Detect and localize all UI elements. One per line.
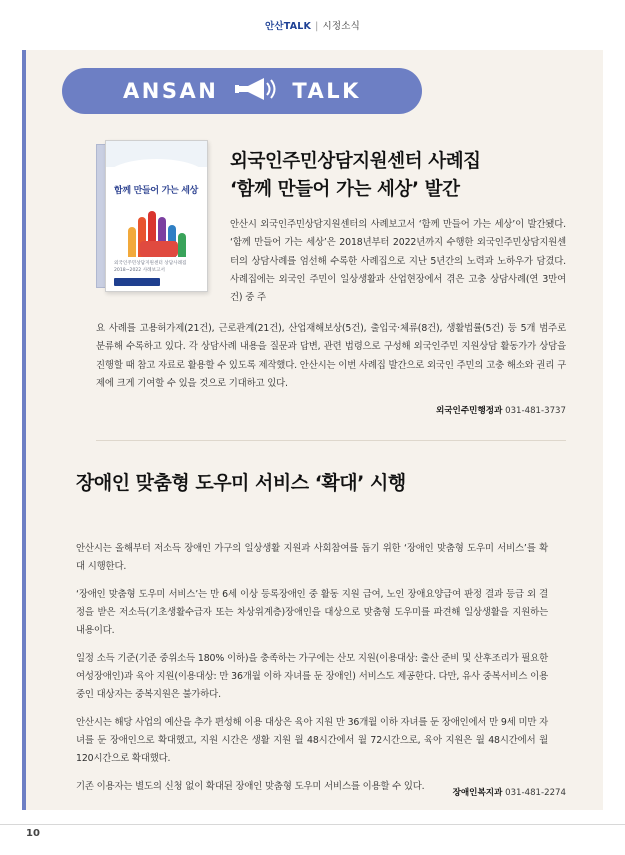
article2-title: 장애인 맞춤형 도우미 서비스 ‘확대’ 시행 [76, 472, 406, 494]
hand-palm [140, 241, 178, 257]
masthead-separator: | [315, 21, 319, 32]
footer-divider [0, 824, 625, 825]
ansan-talk-banner [62, 68, 422, 114]
city-logo-icon [114, 278, 160, 286]
article2-paragraph: 일정 소득 기준(기준 중위소득 180% 이하)을 충족하는 가구에는 산모 지원(이용대상: 출산 준비 및 산후조리가 필요한 여성장애인)과 육아 지원(이용대상: 만 36개월 이하 자녀를 둔 장애인) 서비스도 제공한다. 다만, 유사 중복서비스 이용 중인 대상자는 중복지원은 불가하다. [76, 652, 548, 701]
article2-paragraph: 기존 이용자는 별도의 신청 없이 확대된 장애인 맞춤형 도우미 서비스를 이용할 수 있다. [76, 780, 425, 792]
page-number: 10 [26, 828, 40, 839]
article2-contact-dept: 장애인복지과 [452, 788, 503, 798]
banner-left-word: ANSAN [123, 79, 219, 103]
article2-contact [453, 786, 566, 798]
article1-body-top: 안산시 외국인주민상담지원센터의 사례보고서 ‘함께 만들어 가는 세상’이 발간됐다. ‘함께 만들어 가는 세상’은 2018년부터 2022년까지 수행한 외국인주민상담지원센터의 상담사례를 엄선해 수록한 사례집으로 지난 5년간의 노력과 노하우가 담겼다. 사례집에는 외국인 주민이 일상생활과 산업현장에서 겪은 고충 상담사례(연 3만여 건) 중 주 [230, 219, 566, 304]
article2-paragraph: 안산시는 해당 사업의 예산을 추가 편성해 이용 대상은 육아 지원 만 36개월 이하 자녀를 둔 장애인에서 만 9세 미만 자녀를 둔 장애인으로 확대했고, 지원 시간은 생활 지원 월 48시간에서 월 72시간으로, 육아 지원은 월 48시간에서 월 120시간으로 확대했다. [76, 716, 549, 765]
article1-contact-phone: 031-481-3737 [505, 406, 566, 416]
article1-contact-dept: 외국인주민행정과 [435, 406, 503, 416]
book-cover-image [96, 140, 208, 292]
masthead-brand: 안산TALK [265, 21, 312, 32]
hands-illustration [126, 207, 190, 257]
article2-body [76, 540, 548, 805]
masthead-section: 시정소식 [322, 21, 360, 32]
article1-contact [436, 404, 566, 416]
article2-paragraph: ‘장애인 맞춤형 도우미 서비스’는 만 6세 이상 등록장애인 중 활동 지원 급여, 노인 장애요양급여 판정 결과 등급 외 결정을 받은 저소득(기초생활수급자 또는 차상위계층)장애인을 대상으로 맞춤형 도우미를 파견해 일상생활을 지원하는 내용이다. [76, 588, 548, 637]
megaphone-icon [234, 76, 276, 106]
section-divider [96, 440, 566, 441]
cover-caption: 외국인주민상담지원센터 상담사례집 2018~2022 사례보고서 [114, 261, 187, 274]
banner-right-word: TALK [292, 79, 361, 103]
article1-body-wide: 요 사례를 고용허가제(21건), 근로관계(21건), 산업재해보상(5건), 출입국·체류(8건), 생활법률(5건) 등 5개 범주로 분류해 수록하고 있다. 각 상담사례 내용을 질문과 답변, 관련 법령으로 구성해 외국인주민 지원상담 활동가가 상담을 진행할 때 참고 자료로 활용할 수 있도록 제작했다. 안산시는 이번 사례집 발간으로 외국인 주민의 고충 해소와 권리 구제에 크게 기여할 수 있을 것으로 기대하고 있다. [96, 323, 566, 389]
article2-paragraph: 안산시는 올해부터 저소득 장애인 가구의 일상생활 지원과 사회참여를 돕기 위한 ‘장애인 맞춤형 도우미 서비스’를 확대 시행한다. [76, 543, 548, 573]
article2-contact-phone: 031-481-2274 [505, 788, 566, 798]
article1-title [230, 148, 560, 204]
panel-accent-bar [22, 50, 26, 810]
article1-title-line2: ‘함께 만들어 가는 세상’ 발간 [230, 178, 460, 200]
book-front-cover [105, 140, 208, 292]
masthead [0, 18, 625, 32]
article1-title-line1: 외국인주민상담지원센터 사례집 [230, 151, 481, 172]
cover-title: 함께 만들어 가는 세상 [114, 186, 199, 196]
